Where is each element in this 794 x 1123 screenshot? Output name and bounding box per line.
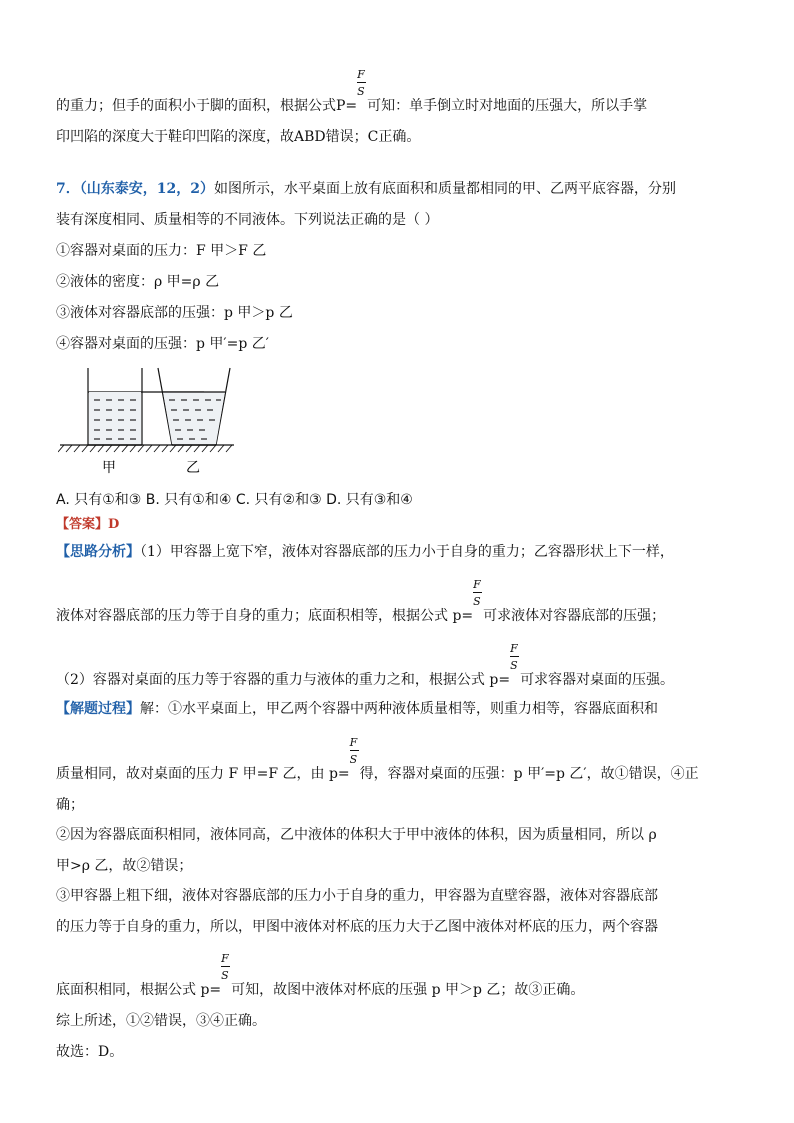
top-line-1-b: 可知：单手倒立时对地面的压强大，所以手掌 [367,98,648,114]
answer-tag: 【答案】 [56,517,109,532]
process-tag: 【解题过程】 [56,701,140,717]
analysis-line-1: 【思路分析】（1）甲容器上宽下窄，液体对容器底部的压力小于自身的重力；乙容器形状上下一样， [56,544,674,560]
process-line-3: 确； [56,797,84,813]
formula-fraction: $\frac{F}{S}$ [510,642,518,672]
top-line-1-a: 的重力；但手的面积小于脚的面积，根据公式P= [56,98,358,114]
answer-value: D [108,517,120,532]
process-line-6: ③甲容器上粗下细，液体对容器底部的压力小于自身的重力，甲容器为直壁容器，液体对容器底部 [56,888,658,904]
process-line-8: 底面积相同，根据公式 p= $\frac{F}{S}$ 可知，故图中液体对杯底的压强 p 甲＞p 乙；故③正确。 [56,952,585,998]
process-line-4: ②因为容器底面积相同，液体同高，乙中液体的体积大于甲中液体的体积，因为质量相同，所以 ρ [56,827,657,843]
formula-fraction: $\frac{F}{S}$ [473,578,481,608]
statement-3: ③液体对容器底部的压强：p 甲＞p 乙 [56,305,293,321]
formula-fraction: $\frac{F}{S}$ [349,736,358,766]
statement-2: ②液体的密度：ρ 甲=ρ 乙 [56,274,220,290]
process-line-5: 甲>ρ 乙，故②错误； [56,858,193,874]
top-line-2: 印凹陷的深度大于鞋印凹陷的深度，故ABD错误；C正确。 [56,129,421,145]
question-source: 7．（山东泰安，12，2） [56,181,214,197]
top-line-1 [56,68,648,115]
containers-figure [58,366,248,478]
analysis-line-3: （2）容器对桌面的压力等于容器的重力与液体的重力之和，根据公式 p= $\frac{F}{S}$ 可求容器对桌面的压强。 [56,642,675,688]
answer-options: A. 只有①和③ B. 只有①和④ C. 只有②和③ D. 只有③和④ [56,492,413,508]
formula-fraction: $\frac{F}{S}$ [221,952,229,982]
formula-fraction: $\frac{F}{S}$ [357,68,365,98]
process-line-7: 的压力等于自身的重力，所以，甲图中液体对杯底的压力大于乙图中液体对杯底的压力，两个容器 [56,919,658,935]
process-line-1: 【解题过程】解：①水平桌面上，甲乙两个容器中两种液体质量相等，则重力相等，容器底面积和 [56,701,658,717]
analysis-line-2: 液体对容器底部的压力等于自身的重力；底面积相等，根据公式 p= $\frac{F}{S}$ 可求液体对容器底部的压强； [56,578,666,624]
question-stem-1: 7．（山东泰安，12，2）如图所示，水平桌面上放有底面积和质量都相同的甲、乙两平底容器，分别 [56,181,676,197]
label-jia: 甲 [102,460,116,476]
answer-line [56,516,119,534]
process-line-10: 故选：D。 [56,1044,124,1060]
statement-1: ①容器对桌面的压力：F 甲＞F 乙 [56,243,267,259]
process-line-2: 质量相同，故对桌面的压力 F 甲=F 乙，由 p= $\frac{F}{S}$ 得，容器对桌面的压强：p 甲′=p 乙′，故①错误，④正 [56,736,699,782]
statement-4: ④容器对桌面的压强：p 甲′=p 乙′ [56,336,269,352]
question-stem-2: 装有深度相同、质量相等的不同液体。下列说法正确的是（ ） [56,212,439,228]
label-yi: 乙 [186,460,200,476]
analysis-tag: 【思路分析】 [56,544,140,560]
process-line-9: 综上所述，①②错误，③④正确。 [56,1013,266,1029]
